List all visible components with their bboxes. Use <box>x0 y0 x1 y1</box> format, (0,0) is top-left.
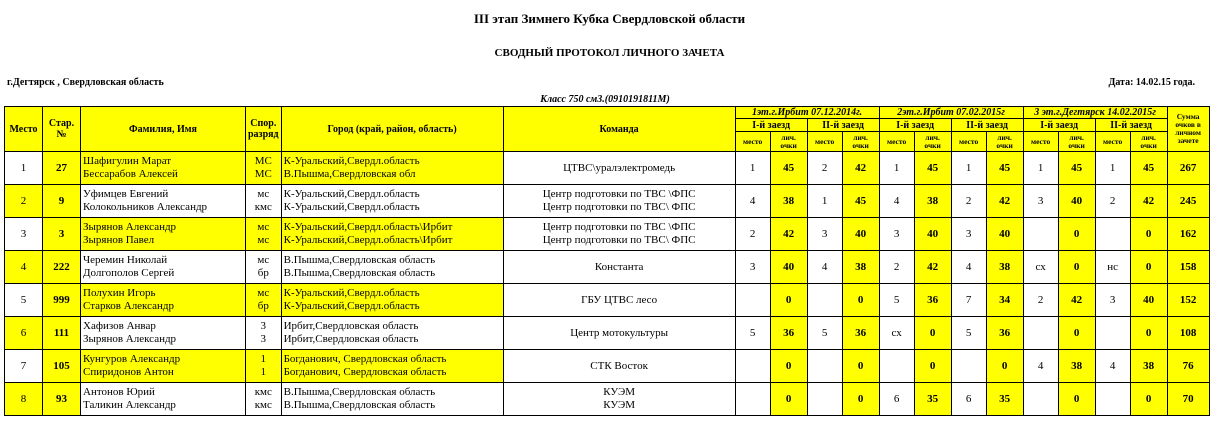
cell-name-line: Зырянов Александр <box>83 221 177 233</box>
cell-name <box>81 383 246 416</box>
cell-points: 34 <box>986 284 1023 317</box>
cell-rank <box>246 152 282 185</box>
cell-mesto: 1 <box>1023 152 1058 185</box>
cell-city-line: Богданович, Свердловская область <box>283 353 447 365</box>
cell-mesto <box>1023 383 1058 416</box>
cell-city-line: Богданович, Свердловская область <box>283 366 447 378</box>
col-points: лич. очки <box>770 132 807 152</box>
cell-name-line: Таликин Александр <box>83 399 176 411</box>
cell-team-line: Центр подготовки по ТВС \ФПС <box>542 188 696 200</box>
cell-name-line: Уфимцев Евгений <box>83 188 169 200</box>
col-points: лич. очки <box>914 132 951 152</box>
cell-points: 0 <box>1130 218 1167 251</box>
cell-city <box>281 284 503 317</box>
cell-points: 0 <box>770 350 807 383</box>
table-row <box>5 284 1210 317</box>
cell-city-line: К-Уральский,Свердл.область <box>283 300 420 312</box>
cell-team <box>503 317 735 350</box>
col-points: лич. очки <box>842 132 879 152</box>
cell-mesto: 2 <box>807 152 842 185</box>
cell-mesto <box>1095 317 1130 350</box>
col-heat1: I-й заезд <box>735 119 807 132</box>
cell-city-line: К-Уральский,Свердл.область <box>283 201 420 213</box>
col-mesto: место <box>951 132 986 152</box>
cell-name <box>81 218 246 251</box>
results-table <box>4 106 1210 416</box>
cell-team <box>503 284 735 317</box>
cell-team <box>503 251 735 284</box>
col-heat2: II-й заезд <box>1095 119 1167 132</box>
cell-rank-line: бр <box>257 267 269 279</box>
cell-mesto: 5 <box>735 317 770 350</box>
cell-team-line: Центр подготовки по ТВС\ ФПС <box>542 201 696 213</box>
cell-name-line: Зырянов Александр <box>83 333 177 345</box>
cell-city-line: В.Пышма,Свердловская обл <box>283 168 416 180</box>
cell-city <box>281 251 503 284</box>
cell-points: 45 <box>1058 152 1095 185</box>
cell-mesto <box>807 383 842 416</box>
cell-mesto: 6 <box>951 383 986 416</box>
cell-city <box>281 383 503 416</box>
cell-city <box>281 218 503 251</box>
cell-city-line: К-Уральский,Свердл.область\Ирбит <box>283 234 453 246</box>
cell-rank-line: кмс <box>254 386 272 398</box>
col-rank: Спор. разряд <box>246 107 282 152</box>
cell-mesto: 1 <box>807 185 842 218</box>
cell-name-line: Долгополов Сергей <box>83 267 175 279</box>
col-points: лич. очки <box>986 132 1023 152</box>
table-row <box>5 317 1210 350</box>
cell-rank <box>246 383 282 416</box>
cell-mesto: 3 <box>1023 185 1058 218</box>
cell-mesto: 2 <box>951 185 986 218</box>
cell-points: 0 <box>986 350 1023 383</box>
cell-rank-line: МС <box>254 155 272 167</box>
cell-name-line: Кунгуров Александр <box>83 353 181 365</box>
cell-points: 45 <box>914 152 951 185</box>
cell-name <box>81 185 246 218</box>
cell-start-no: 111 <box>43 317 81 350</box>
cell-name-line: Шафигулин Марат <box>83 155 172 167</box>
cell-rank-line: мс <box>257 254 270 266</box>
col-heat1: I-й заезд <box>1023 119 1095 132</box>
cell-points: 0 <box>1130 251 1167 284</box>
col-stage1: 1эт.г.Ирбит 07.12.2014г. <box>735 107 879 119</box>
cell-points: 40 <box>914 218 951 251</box>
cell-points: 38 <box>1058 350 1095 383</box>
cell-mesto <box>1095 218 1130 251</box>
cell-points: 0 <box>770 284 807 317</box>
cell-points: 36 <box>914 284 951 317</box>
cell-points: 40 <box>986 218 1023 251</box>
col-heat2: II-й заезд <box>951 119 1023 132</box>
cell-mesto: 2 <box>1095 185 1130 218</box>
cell-city <box>281 350 503 383</box>
cell-points: 0 <box>914 350 951 383</box>
cell-name <box>81 317 246 350</box>
col-mesto: место <box>879 132 914 152</box>
cell-city <box>281 185 503 218</box>
col-mesto: место <box>807 132 842 152</box>
cell-mesto <box>735 383 770 416</box>
cell-mesto: 2 <box>735 218 770 251</box>
cell-rank-line: МС <box>254 168 272 180</box>
cell-mesto: 3 <box>1095 284 1130 317</box>
cell-mesto <box>1023 317 1058 350</box>
cell-name-line: Черемин Николай <box>83 254 168 266</box>
cell-points: 35 <box>914 383 951 416</box>
cell-team <box>503 383 735 416</box>
cell-city-line: В.Пышма,Свердловская область <box>283 399 436 411</box>
cell-total: 158 <box>1167 251 1209 284</box>
col-total: Сумма очков в личном зачете <box>1167 107 1209 152</box>
document-title: III этап Зимнего Кубка Свердловской области <box>473 11 746 26</box>
cell-place: 6 <box>5 317 43 350</box>
col-heat1: I-й заезд <box>879 119 951 132</box>
cell-mesto: 3 <box>807 218 842 251</box>
cell-points: 42 <box>1058 284 1095 317</box>
cell-team <box>503 185 735 218</box>
cell-points: 0 <box>842 284 879 317</box>
cell-points: 45 <box>842 185 879 218</box>
cell-name-line: Хафизов Анвар <box>83 320 156 332</box>
cell-rank <box>246 284 282 317</box>
cell-mesto: 6 <box>879 383 914 416</box>
cell-mesto <box>807 284 842 317</box>
cell-rank-line: 1 <box>260 353 267 365</box>
class-label: Класс 750 см3.(0910191811M) <box>540 94 670 105</box>
cell-team-line: Центр подготовки по ТВС \ФПС <box>542 221 696 233</box>
cell-place: 8 <box>5 383 43 416</box>
cell-rank <box>246 185 282 218</box>
cell-points: 40 <box>770 251 807 284</box>
cell-points: 0 <box>1058 317 1095 350</box>
cell-place: 7 <box>5 350 43 383</box>
cell-mesto <box>879 350 914 383</box>
cell-mesto: 3 <box>735 251 770 284</box>
cell-rank-line: мс <box>257 188 270 200</box>
col-stage3: 3 эт.г.Дегтярск 14.02.2015г <box>1023 107 1167 119</box>
cell-mesto: 3 <box>879 218 914 251</box>
col-stage2: 2эт.г.Ирбит 07.02.2015г <box>879 107 1023 119</box>
event-location: г.Дегтярск , Свердловская область <box>7 77 164 88</box>
cell-city-line: В.Пышма,Свердловская область <box>283 267 436 279</box>
cell-points: 0 <box>914 317 951 350</box>
col-mesto: место <box>1023 132 1058 152</box>
cell-mesto <box>951 350 986 383</box>
cell-mesto: 1 <box>879 152 914 185</box>
cell-name <box>81 152 246 185</box>
cell-points: 0 <box>770 383 807 416</box>
cell-mesto <box>735 350 770 383</box>
cell-rank-line: мс <box>257 221 270 233</box>
cell-start-no: 9 <box>43 185 81 218</box>
cell-name-line: Колокольников Александр <box>83 201 208 213</box>
cell-rank <box>246 317 282 350</box>
cell-points: 0 <box>1130 317 1167 350</box>
cell-mesto: 4 <box>951 251 986 284</box>
cell-points: 0 <box>1058 218 1095 251</box>
cell-name-line: Зырянов Павел <box>83 234 155 246</box>
table-row <box>5 251 1210 284</box>
cell-team-line: Центр подготовки по ТВС\ ФПС <box>542 234 696 246</box>
cell-city-line: К-Уральский,Свердл.область <box>283 155 420 167</box>
cell-mesto: 5 <box>807 317 842 350</box>
col-heat2: II-й заезд <box>807 119 879 132</box>
event-date: Дата: 14.02.15 года. <box>1108 77 1195 88</box>
cell-total: 245 <box>1167 185 1209 218</box>
cell-city-line: В.Пышма,Свердловская область <box>283 254 436 266</box>
cell-city-line: К-Уральский,Свердл.область <box>283 188 420 200</box>
col-team: Команда <box>503 107 735 152</box>
cell-mesto <box>1023 218 1058 251</box>
cell-rank <box>246 251 282 284</box>
cell-name <box>81 251 246 284</box>
cell-start-no: 222 <box>43 251 81 284</box>
cell-points: 0 <box>842 350 879 383</box>
cell-points: 40 <box>1058 185 1095 218</box>
cell-mesto <box>807 350 842 383</box>
cell-total: 108 <box>1167 317 1209 350</box>
cell-points: 42 <box>842 152 879 185</box>
cell-mesto: 2 <box>879 251 914 284</box>
cell-mesto: сх <box>1023 251 1058 284</box>
cell-team-line: СТК Восток <box>590 359 648 372</box>
cell-mesto: 4 <box>735 185 770 218</box>
cell-points: 36 <box>770 317 807 350</box>
cell-points: 38 <box>986 251 1023 284</box>
cell-points: 42 <box>770 218 807 251</box>
table-row <box>5 383 1210 416</box>
cell-team-line: ЦТВС\уралэлектромедь <box>563 161 676 174</box>
cell-total: 152 <box>1167 284 1209 317</box>
col-city: Город (край, район, область) <box>281 107 503 152</box>
cell-total: 162 <box>1167 218 1209 251</box>
cell-city-line: К-Уральский,Свердл.область <box>283 287 420 299</box>
cell-points: 42 <box>914 251 951 284</box>
cell-total: 267 <box>1167 152 1209 185</box>
table-row <box>5 185 1210 218</box>
cell-city-line: К-Уральский,Свердл.область\Ирбит <box>283 221 453 233</box>
cell-rank-line: 3 <box>260 333 267 345</box>
cell-points: 45 <box>986 152 1023 185</box>
col-place: Место <box>5 107 43 152</box>
cell-team <box>503 218 735 251</box>
cell-points: 40 <box>1130 284 1167 317</box>
cell-team-line: Центр мотокультуры <box>570 326 668 339</box>
cell-city-line: Ирбит,Свердловская область <box>283 320 419 332</box>
cell-start-no: 999 <box>43 284 81 317</box>
cell-mesto: 5 <box>879 284 914 317</box>
cell-mesto: 7 <box>951 284 986 317</box>
cell-points: 0 <box>1058 383 1095 416</box>
cell-points: 45 <box>1130 152 1167 185</box>
cell-mesto <box>1095 383 1130 416</box>
cell-points: 38 <box>1130 350 1167 383</box>
col-points: лич. очки <box>1058 132 1095 152</box>
cell-rank <box>246 350 282 383</box>
cell-points: 38 <box>914 185 951 218</box>
col-points: лич. очки <box>1130 132 1167 152</box>
cell-rank-line: мс <box>257 287 270 299</box>
cell-team <box>503 350 735 383</box>
col-mesto: место <box>1095 132 1130 152</box>
cell-name <box>81 284 246 317</box>
cell-rank-line: бр <box>257 300 269 312</box>
col-start-no: Стар. № <box>43 107 81 152</box>
cell-mesto: 4 <box>879 185 914 218</box>
cell-team <box>503 152 735 185</box>
col-name: Фамилия, Имя <box>81 107 246 152</box>
cell-place: 3 <box>5 218 43 251</box>
cell-name-line: Старков Александр <box>83 300 175 312</box>
document-subtitle: СВОДНЫЙ ПРОТОКОЛ ЛИЧНОГО ЗАЧЕТА <box>494 47 725 59</box>
cell-place: 4 <box>5 251 43 284</box>
cell-points: 38 <box>842 251 879 284</box>
cell-place: 5 <box>5 284 43 317</box>
cell-city <box>281 152 503 185</box>
cell-points: 36 <box>842 317 879 350</box>
cell-rank-line: кмс <box>254 201 272 213</box>
cell-team-line: Константа <box>594 260 644 273</box>
cell-mesto: 1 <box>1095 152 1130 185</box>
cell-rank-line: мс <box>257 234 270 246</box>
cell-points: 42 <box>986 185 1023 218</box>
table-row <box>5 218 1210 251</box>
cell-points: 38 <box>770 185 807 218</box>
col-mesto: место <box>735 132 770 152</box>
cell-mesto: 5 <box>951 317 986 350</box>
cell-rank-line: 1 <box>260 366 267 378</box>
cell-name-line: Антонов Юрий <box>83 386 155 398</box>
cell-team-line: КУЭМ <box>603 399 636 411</box>
cell-mesto: нс <box>1095 251 1130 284</box>
cell-name-line: Спиридонов Антон <box>83 366 174 378</box>
cell-points: 0 <box>1058 251 1095 284</box>
cell-name <box>81 350 246 383</box>
cell-mesto: 4 <box>1023 350 1058 383</box>
cell-city <box>281 317 503 350</box>
cell-place: 1 <box>5 152 43 185</box>
cell-mesto: 3 <box>951 218 986 251</box>
cell-start-no: 105 <box>43 350 81 383</box>
cell-points: 45 <box>770 152 807 185</box>
cell-mesto: 1 <box>951 152 986 185</box>
cell-team-line: ГБУ ЦТВС лесо <box>581 293 658 306</box>
cell-mesto: 2 <box>1023 284 1058 317</box>
cell-start-no: 93 <box>43 383 81 416</box>
cell-points: 42 <box>1130 185 1167 218</box>
cell-name-line: Бессарабов Алексей <box>83 168 178 180</box>
table-row <box>5 152 1210 185</box>
cell-mesto: 4 <box>807 251 842 284</box>
cell-points: 36 <box>986 317 1023 350</box>
table-row <box>5 350 1210 383</box>
cell-rank-line: кмс <box>254 399 272 411</box>
cell-total: 70 <box>1167 383 1209 416</box>
cell-mesto: 1 <box>735 152 770 185</box>
cell-mesto: 4 <box>1095 350 1130 383</box>
cell-team-line: КУЭМ <box>603 386 636 398</box>
cell-mesto <box>735 284 770 317</box>
cell-start-no: 3 <box>43 218 81 251</box>
cell-city-line: Ирбит,Свердловская область <box>283 333 419 345</box>
cell-points: 40 <box>842 218 879 251</box>
cell-points: 0 <box>1130 383 1167 416</box>
cell-total: 76 <box>1167 350 1209 383</box>
cell-place: 2 <box>5 185 43 218</box>
cell-points: 0 <box>842 383 879 416</box>
cell-mesto: сх <box>879 317 914 350</box>
cell-city-line: В.Пышма,Свердловская область <box>283 386 436 398</box>
cell-name-line: Полухин Игорь <box>83 287 156 299</box>
cell-rank <box>246 218 282 251</box>
cell-rank-line: 3 <box>260 320 267 332</box>
cell-start-no: 27 <box>43 152 81 185</box>
cell-points: 35 <box>986 383 1023 416</box>
